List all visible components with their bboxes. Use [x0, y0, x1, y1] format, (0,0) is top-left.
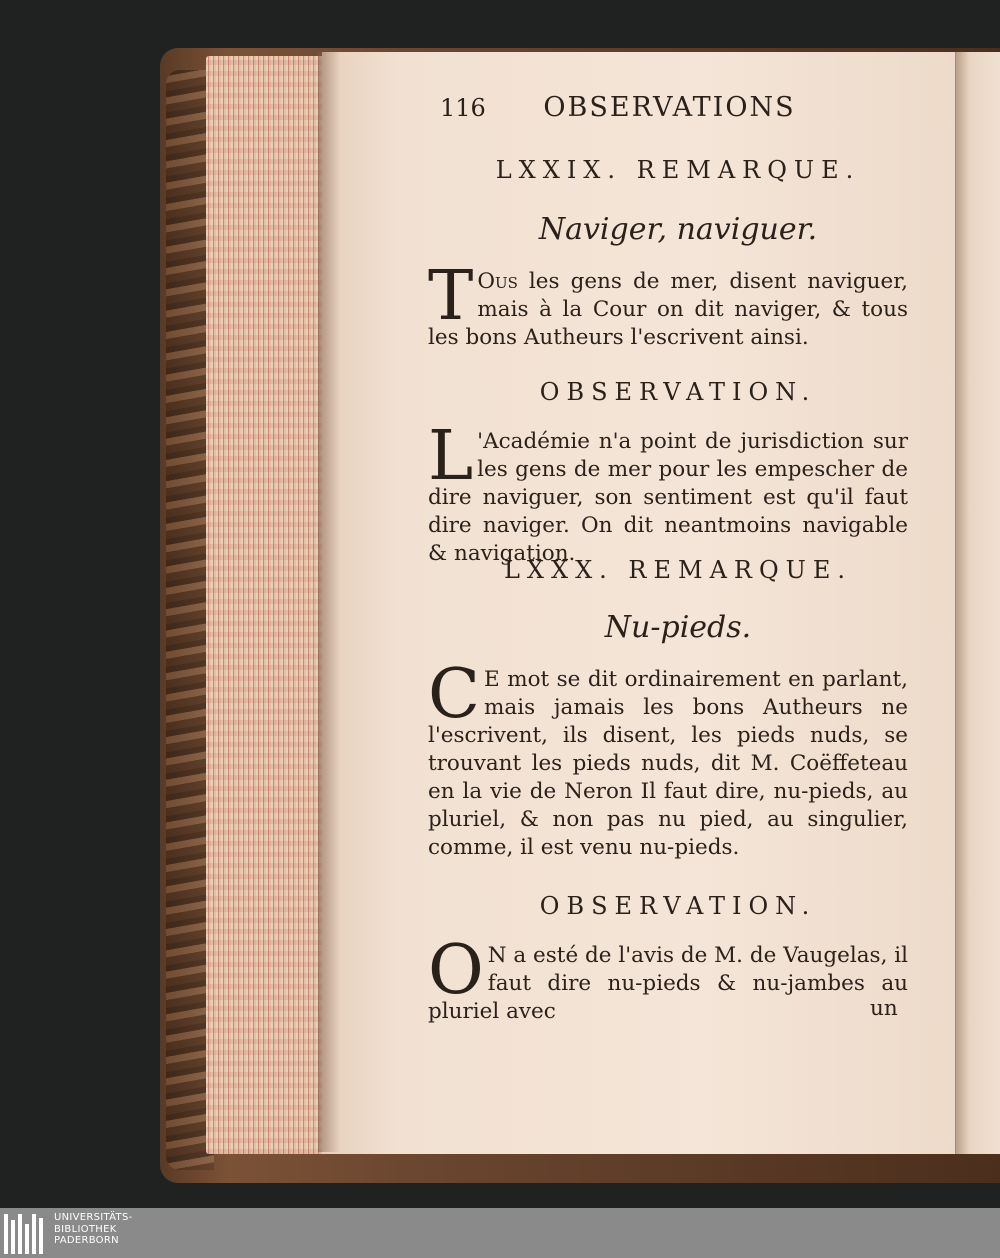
observation-80-text: O N a esté de l'avis de M. de Vaugelas, il faut dire nu-pieds & nu-jambes au pluriel avec — [428, 931, 908, 1024]
drop-cap: L — [428, 417, 474, 496]
observation-79-heading: OBSERVATION. — [539, 378, 817, 406]
library-name: UNIVERSITÄTS- BIBLIOTHEK PADERBORN — [54, 1212, 133, 1246]
remarque-79-heading: LXXIX. REMARQUE. — [495, 156, 861, 184]
remarque-79-text: T Ous les gens de mer, disent naviguer, mais à la Cour on dit naviger, & tous les bons Autheurs l'escrivent ainsi. — [428, 257, 908, 350]
remarque-80-text: C E mot se dit ordinairement en parlant, mais jamais les bons Autheurs ne l'escrivent, ils disent, les pieds nuds, se trouvant les pieds nuds, dit M. Coëffeteau en la vie de Neron Il faut dire, nu-pieds, au pluriel, & non pas nu pied, au singulier, comme, il est venu nu-pieds. — [428, 655, 908, 860]
page-number: 116 — [440, 94, 486, 122]
observation-80-heading: OBSERVATION. — [539, 892, 817, 920]
library-logo-icon — [4, 1212, 48, 1254]
gutter-shadow — [318, 52, 340, 1152]
running-title: OBSERVATIONS — [543, 92, 796, 123]
page-edges — [206, 56, 326, 1154]
observation-79-text: L 'Académie n'a point de jurisdiction sur les gens de mer pour les empescher de dire naviguer, son sentiment est qu'il faut dire naviger. On dit neantmoins navigable & navigation. — [428, 417, 908, 566]
drop-cap: C — [428, 655, 481, 734]
facing-page-edge — [955, 52, 1000, 1154]
remarque-80-heading: LXXX. REMARQUE. — [503, 556, 853, 584]
remarque-80-subject: Nu-pieds. — [604, 610, 752, 645]
drop-cap: O — [428, 931, 484, 1010]
drop-cap: T — [428, 257, 474, 336]
running-head — [440, 92, 796, 123]
remarque-79-subject: Naviger, naviguer. — [538, 212, 818, 247]
library-footer — [0, 1208, 1000, 1258]
catchword: un — [870, 996, 898, 1021]
